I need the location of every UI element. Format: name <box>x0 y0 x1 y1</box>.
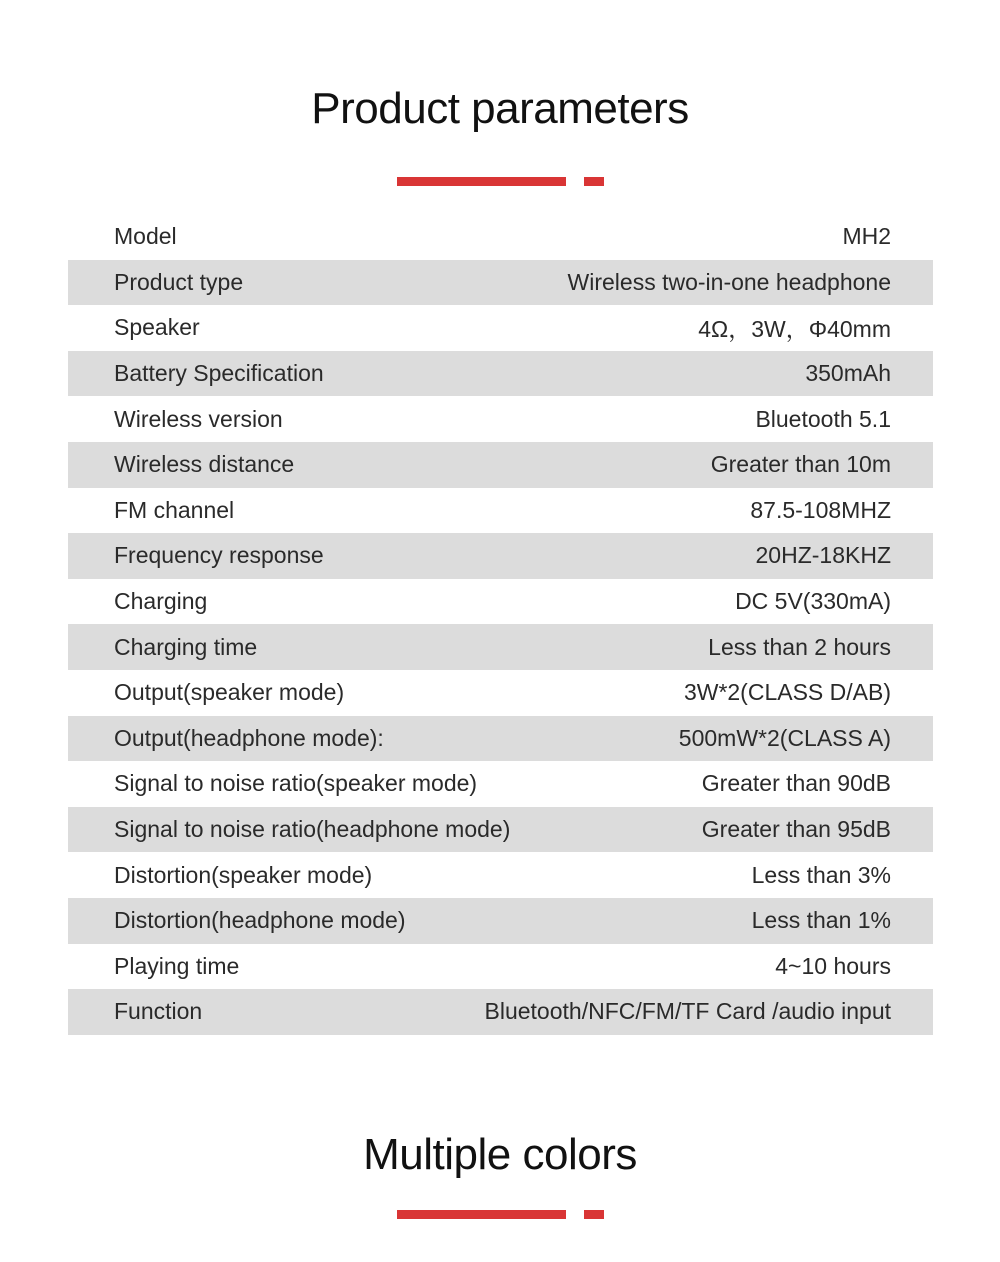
section-title-product-parameters: Product parameters <box>311 84 689 133</box>
param-value: DC 5V(330mA) <box>735 588 891 615</box>
param-value: Greater than 95dB <box>701 816 891 843</box>
table-row <box>68 852 933 898</box>
table-row <box>68 716 933 762</box>
param-value: 3W*2(CLASS D/AB) <box>683 679 891 706</box>
param-label: Function <box>114 998 203 1025</box>
param-value: 4~10 hours <box>775 952 891 979</box>
param-label: Signal to noise ratio(speaker mode) <box>114 770 478 797</box>
param-value: 87.5-108MHZ <box>750 496 891 523</box>
param-label: Frequency response <box>114 542 324 569</box>
table-row <box>68 670 933 716</box>
parameters-table <box>68 214 933 1035</box>
table-row <box>68 488 933 534</box>
param-value: Less than 2 hours <box>708 633 891 660</box>
table-row <box>68 351 933 397</box>
param-value: 4Ω，3W，Φ40mm <box>698 316 891 343</box>
param-label: Wireless distance <box>114 451 295 478</box>
title-underline-long <box>397 177 566 186</box>
title-underline-short <box>584 177 604 186</box>
section-title-multiple-colors: Multiple colors <box>363 1130 637 1179</box>
param-value: 500mW*2(CLASS A) <box>678 724 891 751</box>
table-row <box>68 761 933 807</box>
param-label: Output(speaker mode) <box>114 679 345 706</box>
table-row <box>68 214 933 260</box>
title-underline-long <box>397 1210 566 1219</box>
table-row <box>68 260 933 306</box>
param-label: Speaker <box>114 314 200 341</box>
param-value: 20HZ-18KHZ <box>755 542 891 569</box>
param-label: Output(headphone mode): <box>114 724 384 751</box>
param-value: Less than 1% <box>751 907 891 934</box>
param-value: 350mAh <box>805 360 891 387</box>
table-row <box>68 624 933 670</box>
param-value: Greater than 10m <box>710 451 891 478</box>
param-value: Greater than 90dB <box>701 770 891 797</box>
param-label: Signal to noise ratio(headphone mode) <box>114 816 511 843</box>
table-row <box>68 396 933 442</box>
param-label: Model <box>114 223 177 250</box>
param-label: Charging time <box>114 633 258 660</box>
param-value: Bluetooth/NFC/FM/TF Card /audio input <box>484 998 891 1025</box>
table-row <box>68 944 933 990</box>
param-label: Wireless version <box>114 405 283 432</box>
param-value: Wireless two-in-one headphone <box>567 268 891 295</box>
table-row <box>68 442 933 488</box>
table-row <box>68 807 933 853</box>
param-label: Distortion(headphone mode) <box>114 907 406 934</box>
param-label: FM channel <box>114 496 235 523</box>
param-value: Less than 3% <box>751 861 891 888</box>
table-row <box>68 989 933 1035</box>
title-underline-short <box>584 1210 604 1219</box>
param-label: Distortion(speaker mode) <box>114 861 373 888</box>
param-label: Playing time <box>114 952 240 979</box>
table-row <box>68 305 933 351</box>
param-label: Battery Specification <box>114 360 324 387</box>
param-value: Bluetooth 5.1 <box>755 405 891 432</box>
param-value: MH2 <box>842 223 891 250</box>
param-label: Product type <box>114 268 244 295</box>
param-label: Charging <box>114 588 208 615</box>
table-row <box>68 898 933 944</box>
table-row <box>68 579 933 625</box>
table-row <box>68 533 933 579</box>
